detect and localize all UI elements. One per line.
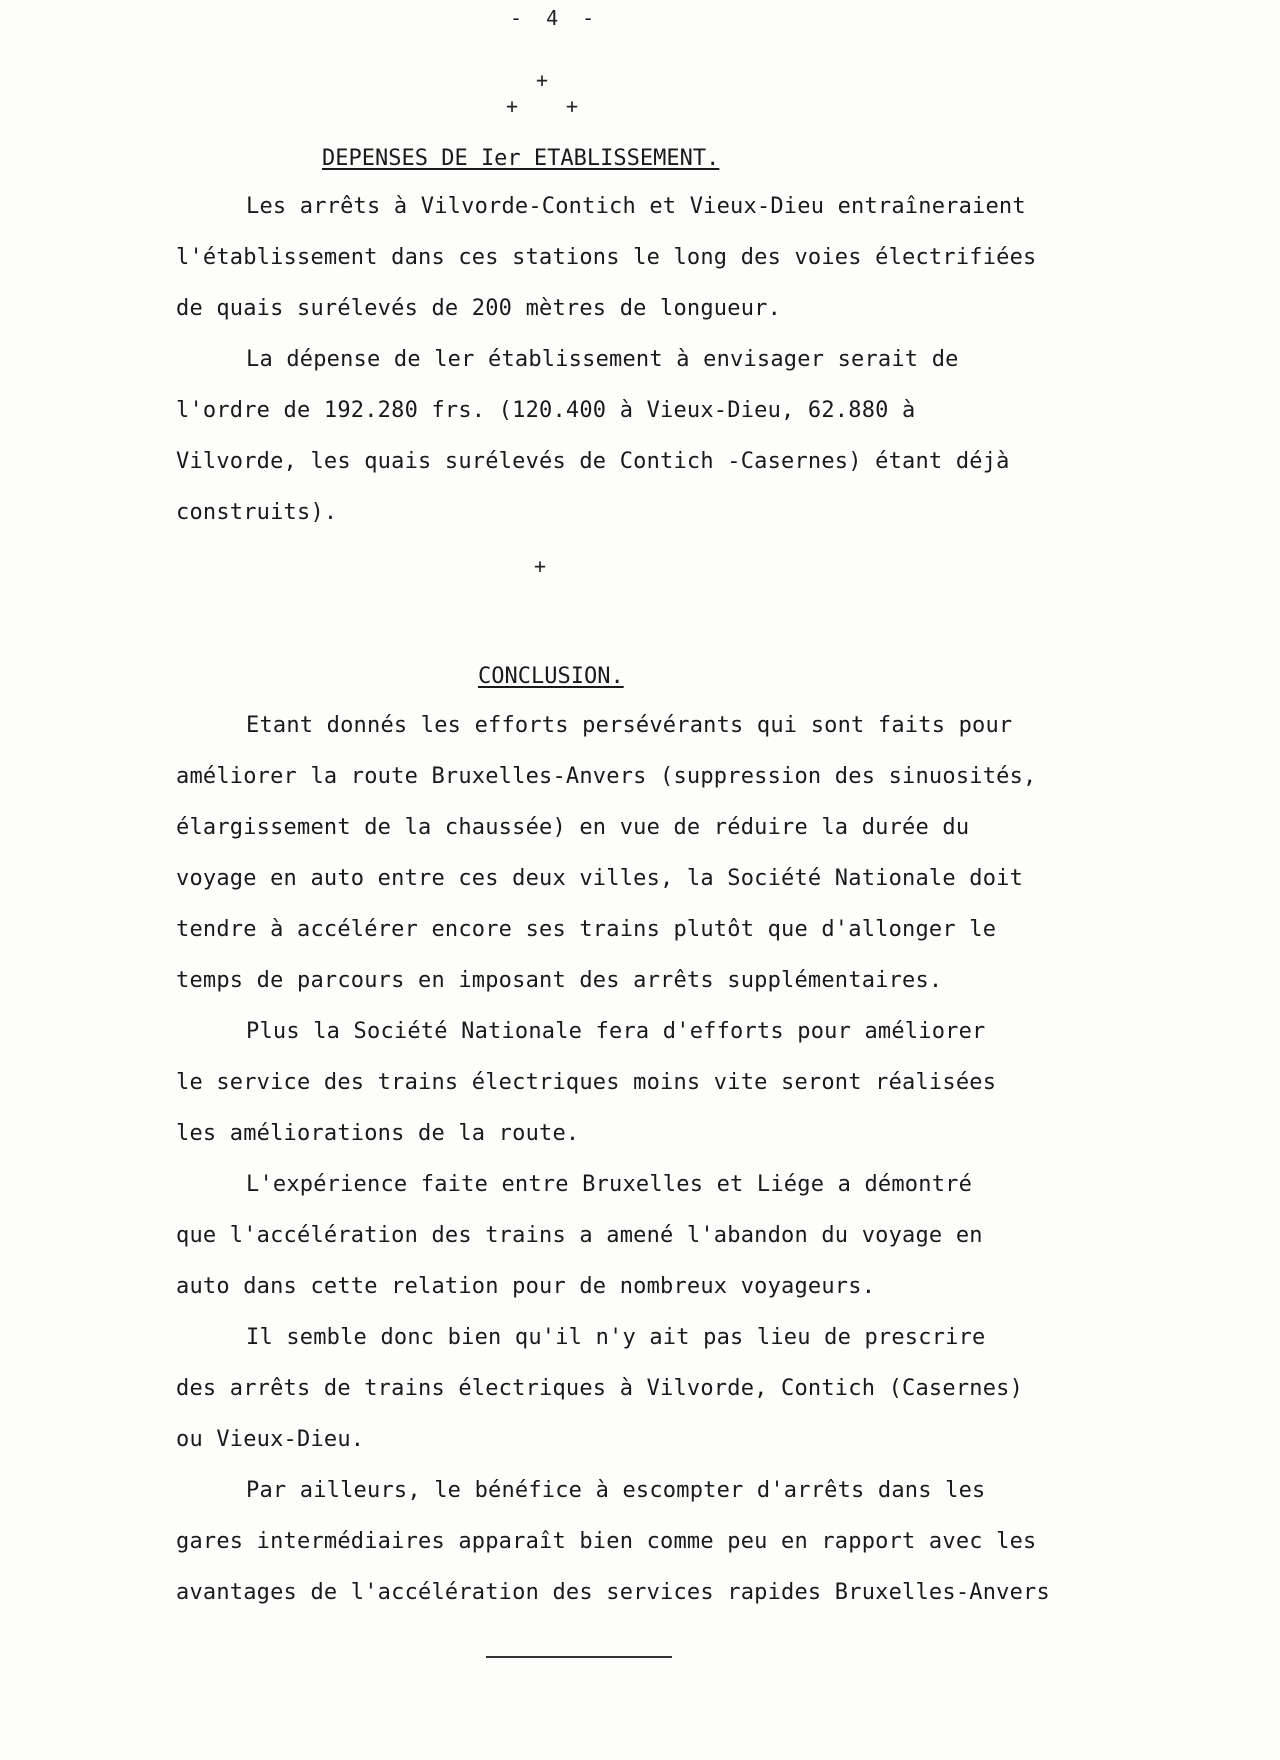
- paragraph-line: construits).: [176, 500, 338, 525]
- paragraph-line: le service des trains électriques moins vite seront réalisées: [176, 1070, 997, 1095]
- paragraph-line: L'expérience faite entre Bruxelles et Liége a démontré: [246, 1172, 973, 1197]
- paragraph-line: tendre à accélérer encore ses trains plutôt que d'allonger le: [176, 917, 997, 942]
- paragraph-line: élargissement de la chaussée) en vue de réduire la durée du: [176, 815, 970, 840]
- closing-rule: [486, 1656, 672, 1658]
- paragraph-line: Il semble donc bien qu'il n'y ait pas lieu de prescrire: [246, 1325, 986, 1350]
- ornament-cross-top: +: [536, 68, 549, 92]
- paragraph-line: de quais surélevés de 200 mètres de longueur.: [176, 296, 782, 321]
- paragraph-line: auto dans cette relation pour de nombreux voyageurs.: [176, 1274, 876, 1299]
- paragraph-line: ou Vieux-Dieu.: [176, 1427, 365, 1452]
- page-number-mark: - 4 -: [510, 6, 601, 30]
- paragraph-line: que l'accélération des trains a amené l'abandon du voyage en: [176, 1223, 983, 1248]
- section-heading-conclusion: CONCLUSION.: [478, 664, 624, 689]
- paragraph-line: Etant donnés les efforts persévérants qui sont faits pour: [246, 713, 1013, 738]
- paragraph-line: des arrêts de trains électriques à Vilvorde, Contich (Casernes): [176, 1376, 1024, 1401]
- separator-cross: +: [534, 554, 547, 578]
- ornament-cross-left: +: [506, 94, 519, 118]
- paragraph-line: l'ordre de 192.280 frs. (120.400 à Vieux-Dieu, 62.880 à: [176, 398, 916, 423]
- paragraph-line: Par ailleurs, le bénéfice à escompter d'arrêts dans les: [246, 1478, 986, 1503]
- paragraph-line: l'établissement dans ces stations le long des voies électrifiées: [176, 245, 1037, 270]
- ornament-cross-right: +: [566, 94, 579, 118]
- paragraph-line: améliorer la route Bruxelles-Anvers (suppression des sinuosités,: [176, 764, 1037, 789]
- paragraph-line: temps de parcours en imposant des arrêts supplémentaires.: [176, 968, 943, 993]
- paragraph-line: La dépense de ler établissement à envisager serait de: [246, 347, 959, 372]
- section-heading-depenses: DEPENSES DE Ier ETABLISSEMENT.: [322, 146, 720, 171]
- paragraph-line: avantages de l'accélération des services rapides Bruxelles-Anvers: [176, 1580, 1050, 1605]
- paragraph-line: les améliorations de la route.: [176, 1121, 580, 1146]
- paragraph-line: voyage en auto entre ces deux villes, la Société Nationale doit: [176, 866, 1024, 891]
- paragraph-line: Vilvorde, les quais surélevés de Contich -Casernes) étant déjà: [176, 449, 1010, 474]
- paragraph-line: gares intermédiaires apparaît bien comme peu en rapport avec les: [176, 1529, 1037, 1554]
- paragraph-line: Les arrêts à Vilvorde-Contich et Vieux-Dieu entraîneraient: [246, 194, 1026, 219]
- paragraph-line: Plus la Société Nationale fera d'efforts pour améliorer: [246, 1019, 986, 1044]
